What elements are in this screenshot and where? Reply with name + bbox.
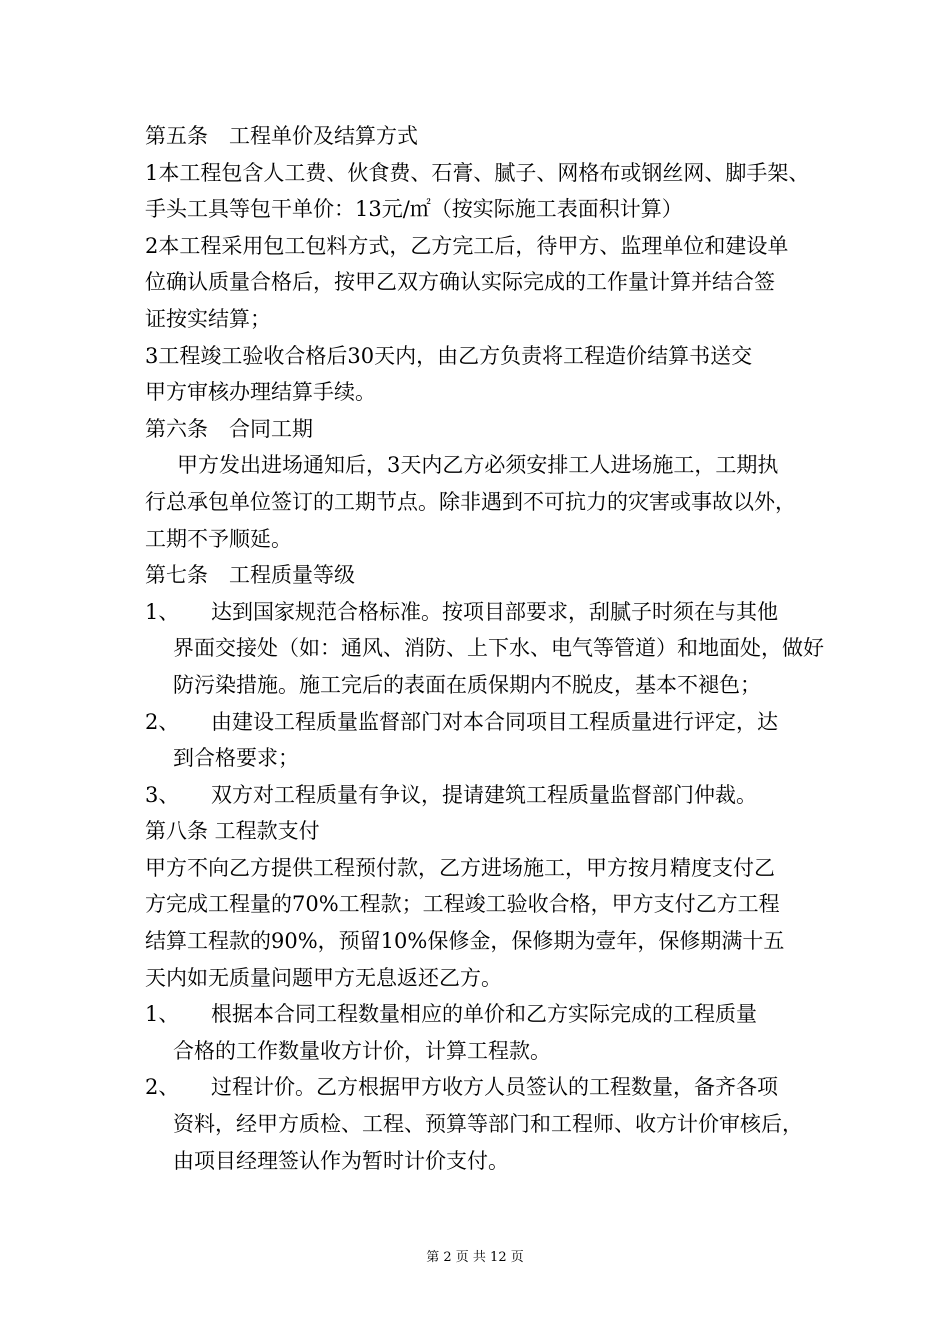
item-text: 由建设工程质量监督部门对本合同项目工程质量进行评定，达 xyxy=(211,709,778,734)
article-8-para-line: 结算工程款的90%，预留10%保修金，保修期为壹年，保修期满十五 xyxy=(145,929,785,954)
article-5-para-3-line: 甲方审核办理结算手续。 xyxy=(145,380,376,405)
article-8-heading: 第八条 工程款支付 xyxy=(145,819,320,844)
item-text: 双方对工程质量有争议，提请建筑工程质量监督部门仲裁。 xyxy=(211,782,757,807)
article-6-heading: 第六条 合同工期 xyxy=(145,416,313,441)
item-number: 2、 xyxy=(145,709,180,734)
article-5-para-3-line: 3工程竣工验收合格后30天内，由乙方负责将工程造价结算书送交 xyxy=(145,343,753,368)
document-body xyxy=(145,118,825,1179)
article-8-item-1-line: 合格的工作数量收方计价，计算工程款。 xyxy=(173,1038,551,1063)
article-5-para-2-line: 2本工程采用包工包料方式，乙方完工后，待甲方、监理单位和建设单 xyxy=(145,233,789,258)
article-7-item-1-line: 防污染措施。施工完后的表面在质保期内不脱皮，基本不褪色； xyxy=(173,672,761,697)
article-5-heading: 第五条 工程单价及结算方式 xyxy=(145,124,418,148)
article-7-item-2 xyxy=(145,704,825,741)
article-7-heading: 第七条 工程质量等级 xyxy=(145,563,355,588)
article-5-para-1-line: 手头工具等包干单价：13元/㎡（按实际施工表面积计算） xyxy=(145,197,683,222)
item-number: 1、 xyxy=(145,1002,180,1027)
page-number-footer: 第 2 页 共 12 页 xyxy=(426,1250,524,1265)
article-8-item-2-line: 资料，经甲方质检、工程、预算等部门和工程师、收方计价审核后， xyxy=(173,1112,803,1137)
article-5-para-2-line: 证按实结算； xyxy=(145,306,271,331)
article-7-item-1 xyxy=(145,594,825,631)
article-8-para-line: 甲方不向乙方提供工程预付款，乙方进场施工，甲方按月精度支付乙 xyxy=(145,855,775,880)
article-6-para-line: 甲方发出进场通知后，3天内乙方必须安排工人进场施工，工期执 xyxy=(177,453,779,478)
item-text: 过程计价。乙方根据甲方收方人员签认的工程数量，备齐各项 xyxy=(211,1075,778,1100)
item-text: 根据本合同工程数量相应的单价和乙方实际完成的工程质量 xyxy=(211,1002,757,1027)
item-number: 2、 xyxy=(145,1075,180,1100)
article-7-item-3 xyxy=(145,777,825,814)
article-7-item-2-line: 到合格要求； xyxy=(173,746,299,771)
article-8-para-line: 天内如无质量问题甲方无息返还乙方。 xyxy=(145,965,502,990)
article-8-item-2-line: 由项目经理签认作为暂时计价支付。 xyxy=(173,1148,509,1173)
article-8-item-1 xyxy=(145,996,825,1033)
article-8-item-2 xyxy=(145,1069,825,1106)
item-number: 1、 xyxy=(145,599,180,624)
item-text: 达到国家规范合格标准。按项目部要求，刮腻子时须在与其他 xyxy=(211,599,778,624)
article-6-para-line: 行总承包单位签订的工期节点。除非遇到不可抗力的灾害或事故以外， xyxy=(145,489,796,514)
article-7-item-1-line: 界面交接处（如：通风、消防、上下水、电气等管道）和地面处，做好 xyxy=(173,636,824,661)
article-8-para-line: 方完成工程量的70%工程款；工程竣工验收合格，甲方支付乙方工程 xyxy=(145,892,780,917)
article-5-para-1-line: 1本工程包含人工费、伙食费、石膏、腻子、网格布或钢丝网、脚手架、 xyxy=(145,160,810,185)
article-6-para-line: 工期不予顺延。 xyxy=(145,526,292,551)
article-5-para-2-line: 位确认质量合格后，按甲乙双方确认实际完成的工作量计算并结合签 xyxy=(145,270,775,295)
item-number: 3、 xyxy=(145,782,180,807)
